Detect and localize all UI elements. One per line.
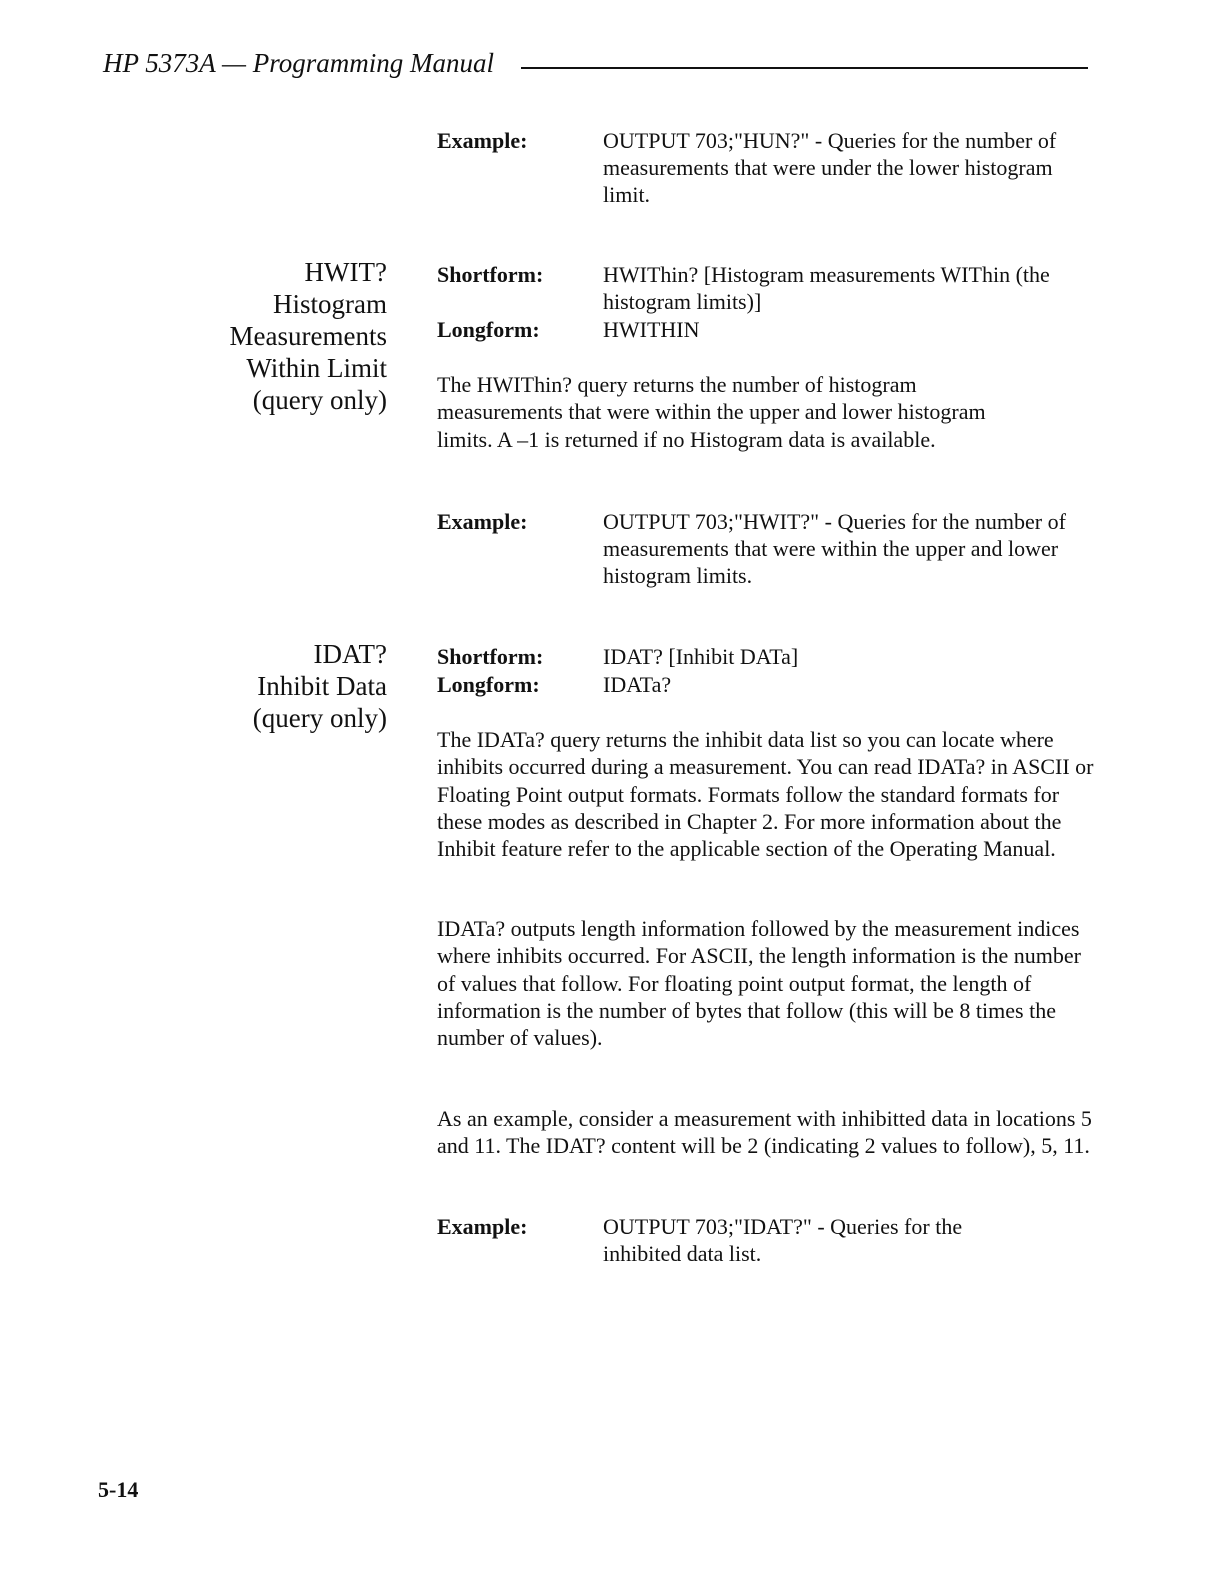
- example-label: Example:: [437, 1214, 528, 1239]
- page-number: 5-14: [98, 1477, 139, 1502]
- heading-line: Inhibit Data: [257, 671, 387, 701]
- heading-line: Within Limit: [246, 353, 387, 383]
- shortform-label: Shortform:: [437, 644, 544, 669]
- hwit-description: The HWIThin? query returns the number of histogram measurements that were within the upper and lower histogram limits. A –1 is returned if no Histogram data is available.: [437, 372, 986, 452]
- manual-title: HP 5373A — Programming Manual: [103, 48, 495, 78]
- idat-paragraph: IDATa? outputs length information followed by the measurement indices where inhibits occurred. For ASCII, the length information is the number of values that follow. For floating point output format, the length of information is the number of bytes that follow (this will be 8 times the number of values).: [437, 916, 1081, 1051]
- example-text: OUTPUT 703;"IDAT?" - Queries for the inhibited data list.: [603, 1214, 963, 1266]
- shortform-label: Shortform:: [437, 262, 544, 287]
- shortform-text: IDAT? [Inhibit DATa]: [603, 644, 799, 669]
- example-label: Example:: [437, 128, 528, 153]
- idat-heading: [127, 638, 387, 734]
- longform-label: Longform:: [437, 317, 540, 342]
- example-label: Example:: [437, 509, 528, 534]
- longform-text: HWITHIN: [603, 317, 700, 342]
- heading-line: Measurements: [229, 321, 387, 351]
- heading-line: (query only): [252, 385, 387, 415]
- heading-line: IDAT?: [313, 639, 387, 669]
- longform-text: IDATa?: [603, 672, 672, 697]
- idat-paragraph: As an example, consider a measurement with inhibitted data in locations 5 and 11. The IDAT? content will be 2 (indicating 2 values to follow), 5, 11.: [437, 1106, 1092, 1159]
- heading-line: (query only): [252, 703, 387, 733]
- header-rule: [521, 67, 1088, 69]
- example-text: OUTPUT 703;"HUN?" - Queries for the number of measurements that were under the lower histogram limit.: [603, 128, 1057, 207]
- longform-label: Longform:: [437, 672, 540, 697]
- heading-line: HWIT?: [304, 257, 387, 287]
- heading-line: Histogram: [273, 289, 387, 319]
- page-header: [103, 48, 1088, 88]
- shortform-text: HWIThin? [Histogram measurements WIThin (the histogram limits)]: [603, 262, 1050, 314]
- hwit-heading: [127, 256, 387, 416]
- idat-paragraph: The IDATa? query returns the inhibit data list so you can locate where inhibits occurred during a measurement. You can read IDATa? in ASCII or Floating Point output formats. Formats follow the standard formats for these modes as described in Chapter 2. For more information about the Inhibit feature refer to the applicable section of the Operating Manual.: [437, 727, 1094, 862]
- example-text: OUTPUT 703;"HWIT?" - Queries for the number of measurements that were within the upper and lower histogram limits.: [603, 509, 1066, 588]
